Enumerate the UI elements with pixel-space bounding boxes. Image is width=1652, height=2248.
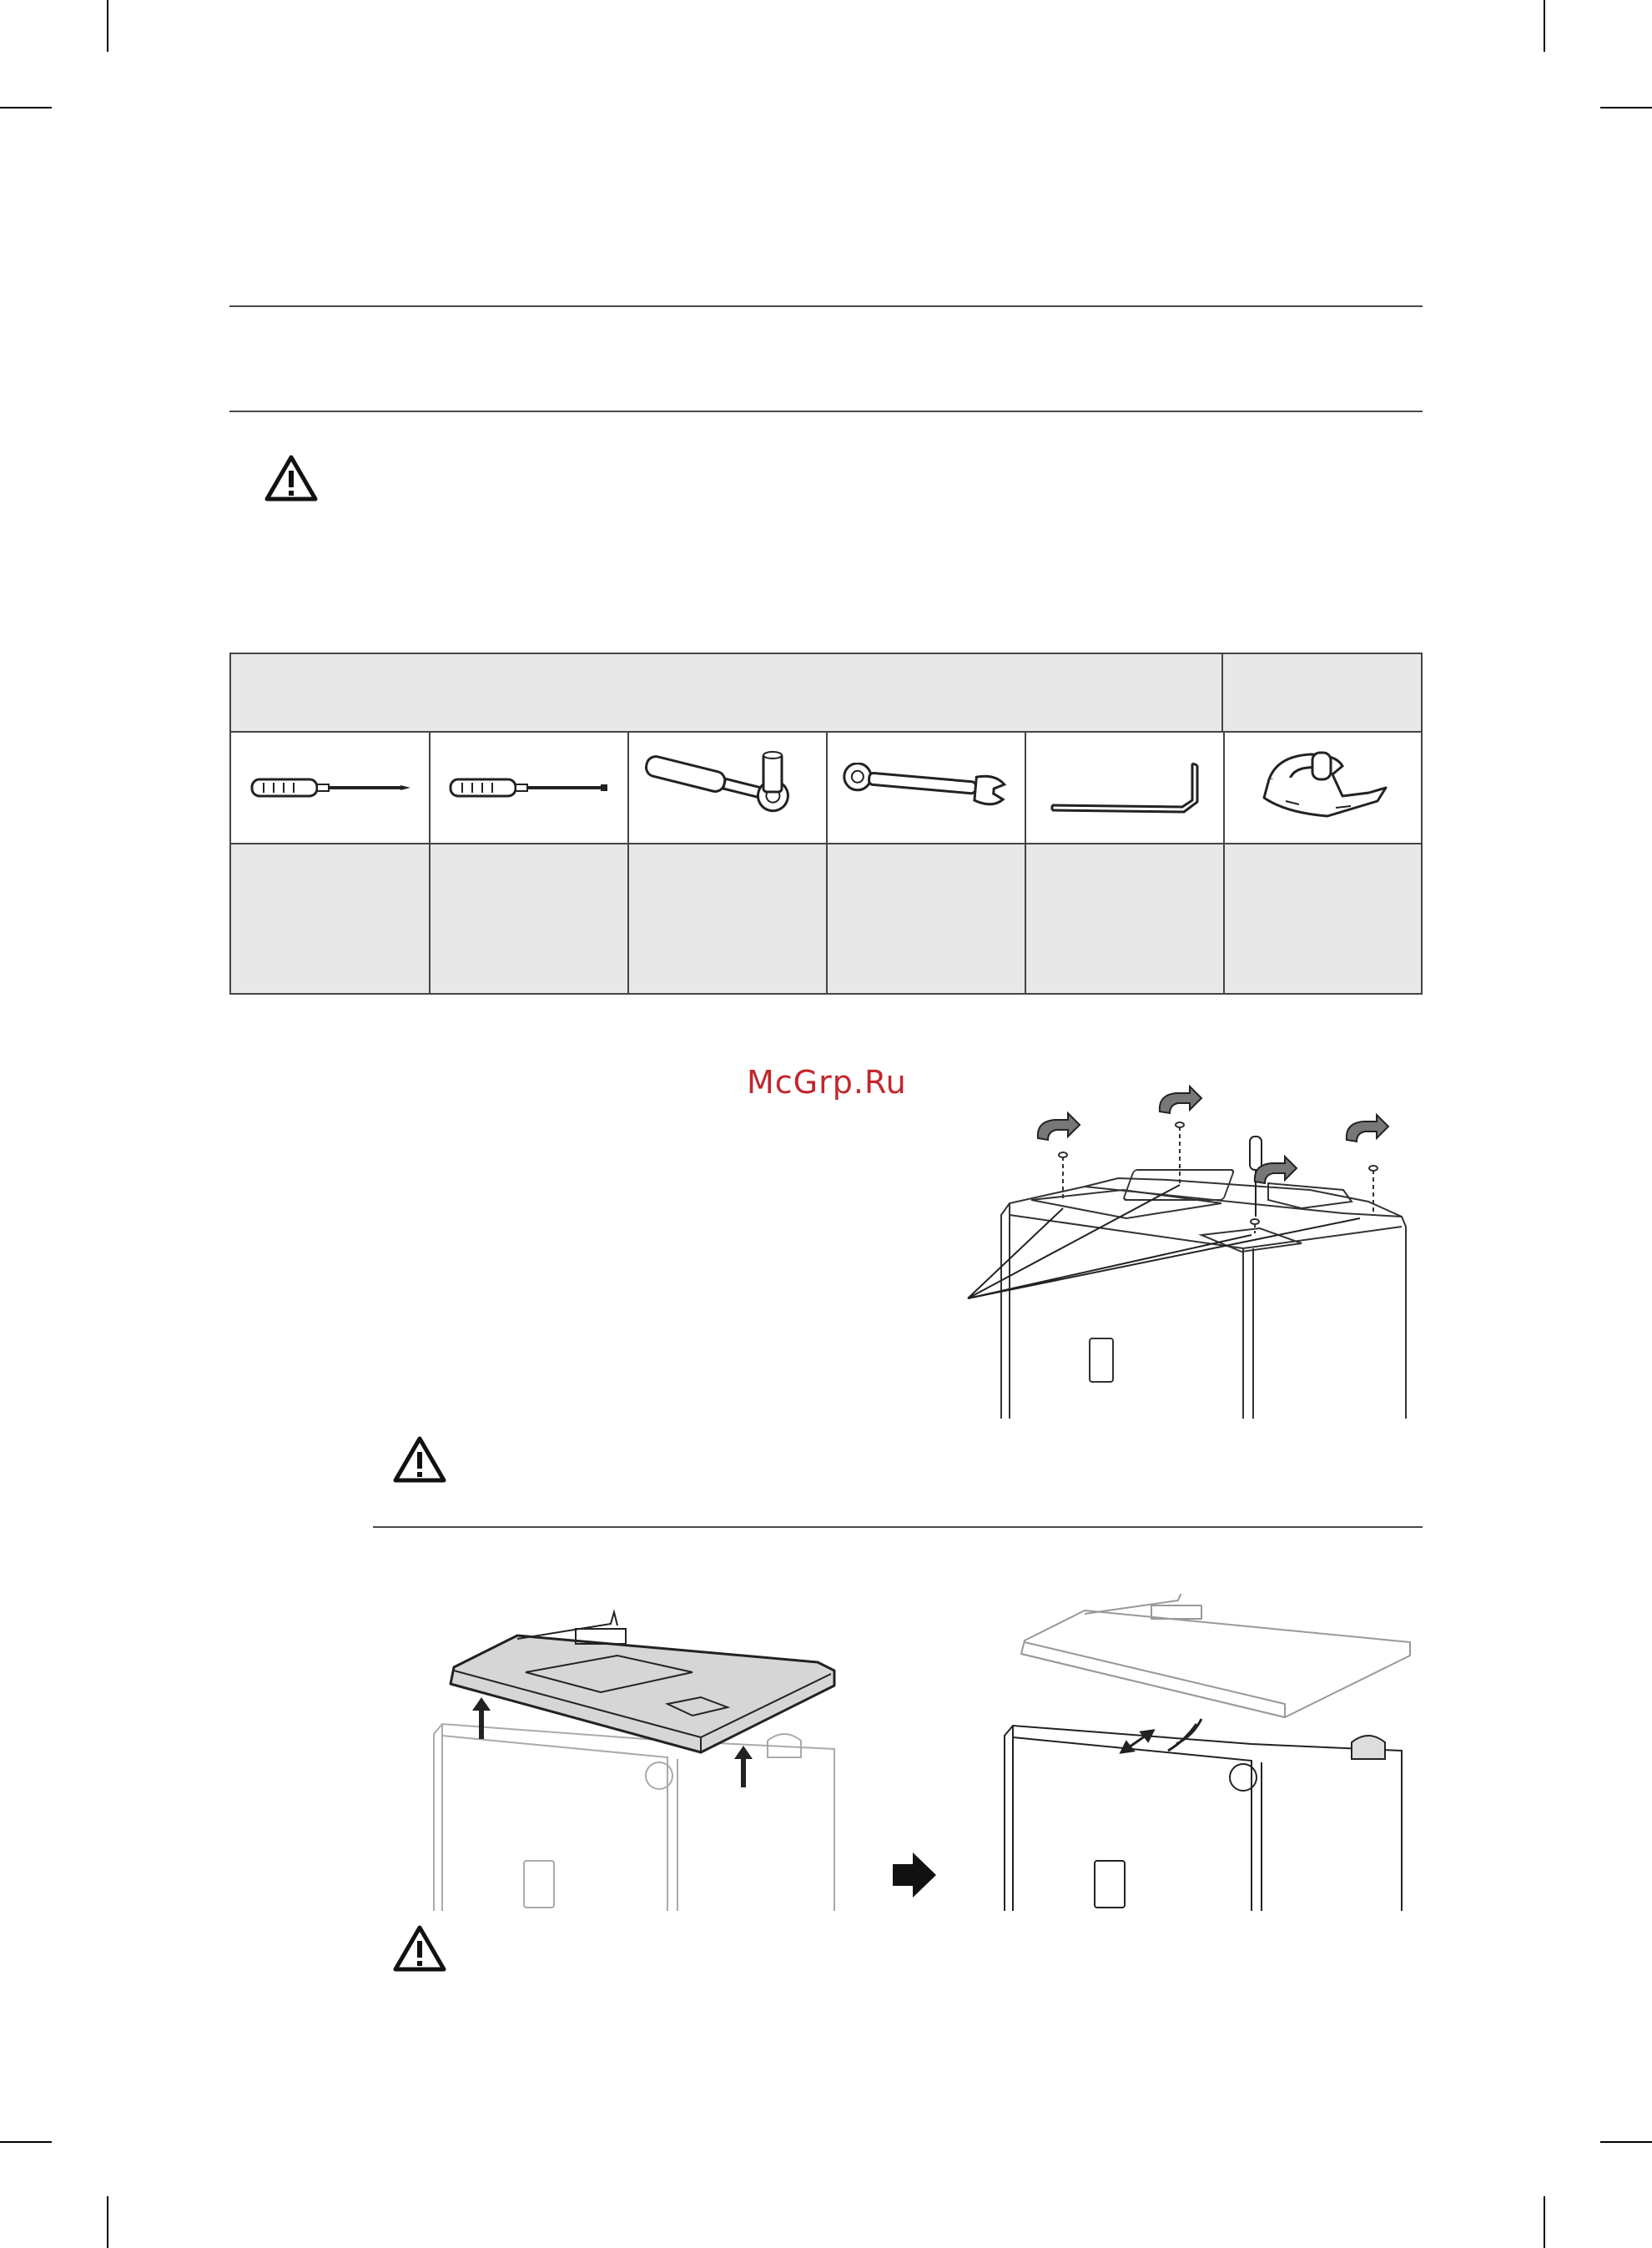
crop-mark-top-right-v — [1544, 0, 1545, 52]
tools-table — [229, 653, 1423, 995]
warning-icon — [392, 1924, 447, 1973]
crop-mark-top-left-v — [107, 0, 108, 52]
tools-table-header-supplied — [1223, 654, 1421, 731]
flat-screwdriver-icon — [431, 733, 627, 843]
tools-table-header-tools — [231, 654, 1223, 731]
hinge-cover-tool-icon — [1225, 733, 1421, 843]
header-rule-top — [229, 305, 1423, 307]
crop-mark-bottom-left-v — [107, 2196, 108, 2248]
combination-spanner-icon — [828, 733, 1025, 843]
right-arrow-icon — [891, 1851, 938, 1899]
phillips-screwdriver-icon — [231, 733, 429, 843]
hex-key-icon — [1026, 733, 1223, 843]
warning-icon — [264, 454, 319, 502]
hinge-cover-screws-figure — [951, 1076, 1418, 1419]
crop-mark-top-left-h — [0, 107, 52, 108]
warning-icon — [392, 1435, 447, 1484]
header-rule-bottom — [229, 411, 1423, 412]
crop-mark-bottom-right-h — [1600, 2141, 1652, 2143]
crop-mark-bottom-right-v — [1544, 2196, 1545, 2248]
lift-hinge-cover-figure — [417, 1594, 851, 1911]
watermark-text: McGrp.Ru — [747, 1064, 907, 1101]
crop-mark-bottom-left-h — [0, 2141, 52, 2143]
crop-mark-top-right-h — [1600, 107, 1652, 108]
socket-wrench-icon — [629, 733, 826, 843]
hinge-cover-removed-figure — [1001, 1594, 1418, 1911]
section-rule — [373, 1526, 1423, 1528]
